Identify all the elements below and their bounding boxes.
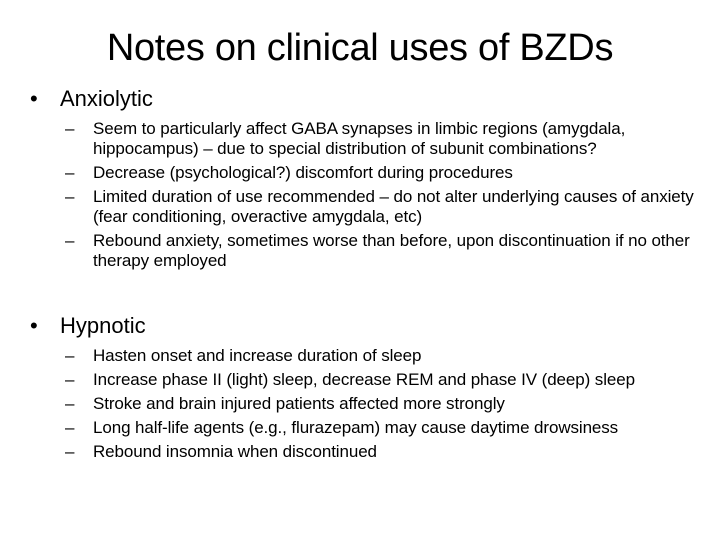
dash-icon: – <box>65 370 75 389</box>
dash-icon: – <box>65 163 75 182</box>
section-heading <box>30 312 700 340</box>
dash-icon: – <box>65 418 75 437</box>
sub-bullet-list <box>30 119 700 271</box>
section-heading-text: Anxiolytic <box>60 86 153 111</box>
dash-icon: – <box>65 394 75 413</box>
dash-icon: – <box>65 187 75 206</box>
slide-title: Notes on clinical uses of BZDs <box>106 27 614 69</box>
sub-bullet-list <box>30 346 700 462</box>
list-item <box>65 418 700 438</box>
list-item <box>65 163 700 183</box>
list-item-text: Increase phase II (light) sleep, decrease REM and phase IV (deep) sleep <box>93 370 635 389</box>
dash-icon: – <box>65 346 75 365</box>
section-heading-text: Hypnotic <box>60 313 146 338</box>
list-item <box>65 370 700 390</box>
list-item-text: Hasten onset and increase duration of sleep <box>93 346 422 365</box>
list-item <box>65 442 700 462</box>
list-item-text: Seem to particularly affect GABA synapses in limbic regions (amygdala, hippocampus) – due to special distribution of subunit combinations? <box>93 119 626 158</box>
dash-icon: – <box>65 119 75 138</box>
list-item-text: Rebound insomnia when discontinued <box>93 442 377 461</box>
list-item-text: Stroke and brain injured patients affected more strongly <box>93 394 505 413</box>
list-item-text: Rebound anxiety, sometimes worse than before, upon discontinuation if no other therapy employed <box>93 231 690 270</box>
list-item <box>65 231 700 271</box>
section-hypnotic <box>30 312 700 466</box>
bullet-icon: • <box>30 313 38 338</box>
list-item <box>65 346 700 366</box>
list-item-text: Limited duration of use recommended – do not alter underlying causes of anxiety (fear conditioning, overactive amygdala, etc) <box>93 187 694 226</box>
bullet-icon: • <box>30 86 38 111</box>
section-heading <box>30 85 700 113</box>
list-item <box>65 187 700 227</box>
list-item <box>65 394 700 414</box>
dash-icon: – <box>65 442 75 461</box>
dash-icon: – <box>65 231 75 250</box>
list-item <box>65 119 700 159</box>
list-item-text: Long half-life agents (e.g., flurazepam) may cause daytime drowsiness <box>93 418 619 437</box>
section-anxiolytic <box>30 85 700 275</box>
list-item-text: Decrease (psychological?) discomfort during procedures <box>93 163 513 182</box>
